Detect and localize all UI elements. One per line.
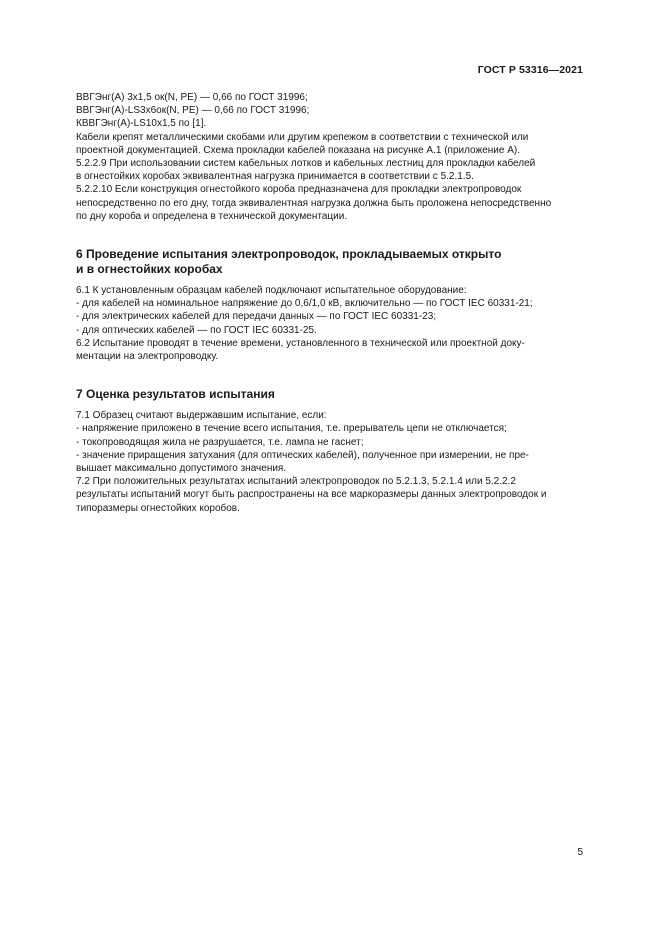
text-line: результаты испытаний могут быть распространены на все маркоразмеры данных электропроводок и bbox=[76, 489, 547, 501]
text-line: 7.2 При положительных результатах испытаний электропроводок по 5.2.1.3, 5.2.1.4 или 5.2.2.2 bbox=[76, 476, 516, 488]
text-line: КВВГЭнг(А)-LS10х1,5 по [1]. bbox=[76, 118, 207, 130]
text-line: вышает максимально допустимого значения. bbox=[76, 463, 287, 475]
list-item: - напряжение приложено в течение всего испытания, т.е. прерыватель цепи не отключается; bbox=[76, 423, 507, 435]
list-item: - токопроводящая жила не разрушается, т.е. лампа не гаснет; bbox=[76, 436, 364, 448]
list-item: - для электрических кабелей для передачи данных — по ГОСТ IEC 60331-23; bbox=[76, 311, 437, 323]
text-line: ВВГЭнг(А) 3х1,5 ок(N, PE) — 0,66 по ГОСТ 31996; bbox=[76, 92, 308, 103]
text-line: 7.1 Образец считают выдержавшим испытание, если: bbox=[76, 410, 327, 422]
text-line: Кабели крепят металлическими скобами или другим крепежом в соответствии с технической или bbox=[76, 131, 529, 143]
text-line: проектной документацией. Схема прокладки кабелей показана на рисунке А.1 (приложение А). bbox=[76, 144, 520, 156]
paragraph bbox=[76, 157, 584, 183]
list-item: - для оптических кабелей — по ГОСТ IEC 60331-25. bbox=[76, 324, 317, 336]
text-line: ментации на электропроводку. bbox=[76, 351, 219, 363]
list-item: - значение приращения затухания (для оптических кабелей), полученное при измерении, не пре- bbox=[76, 449, 529, 461]
section-6-heading bbox=[76, 247, 584, 277]
document-header: ГОСТ Р 53316—2021 bbox=[477, 64, 583, 76]
text-line: 6.1 К установленным образцам кабелей подключают испытательное оборудование: bbox=[76, 285, 467, 297]
paragraph bbox=[76, 131, 584, 157]
section-7-title: 7 Оценка результатов испытания bbox=[76, 387, 275, 402]
text-line: ВВГЭнг(А)-LS3х6ок(N, PE) — 0,66 по ГОСТ 31996; bbox=[76, 105, 310, 117]
text-line: по дну короба и определена в технической документации. bbox=[76, 210, 348, 222]
page-number: 5 bbox=[577, 847, 583, 858]
text-line: типоразмеры огнестойких коробов. bbox=[76, 502, 240, 514]
section-title: и в огнестойких коробах bbox=[76, 262, 223, 277]
document-body bbox=[76, 91, 584, 515]
text-line: в огнестойких коробах эквивалентная нагрузка принимается в соответствии с 5.2.1.5. bbox=[76, 171, 474, 183]
text-line: непосредственно по его дну, тогда эквивалентная нагрузка должна быть проложена непосредственно bbox=[76, 197, 552, 209]
list-item: - для кабелей на номинальное напряжение до 0,6/1,0 кВ, включительно — по ГОСТ IEC 60331-21; bbox=[76, 298, 533, 310]
text-line: 5.2.2.10 Если конструкция огнестойкого короба предназначена для прокладки электропроводок bbox=[76, 184, 522, 196]
paragraph bbox=[76, 183, 584, 223]
text-line: 5.2.2.9 При использовании систем кабельных лотков и кабельных лестниц для прокладки кабелей bbox=[76, 158, 536, 170]
section-title: 6 Проведение испытания электропроводок, прокладываемых открыто bbox=[76, 247, 502, 262]
text-line: 6.2 Испытание проводят в течение времени, установленного в технической или проектной доку- bbox=[76, 337, 525, 349]
